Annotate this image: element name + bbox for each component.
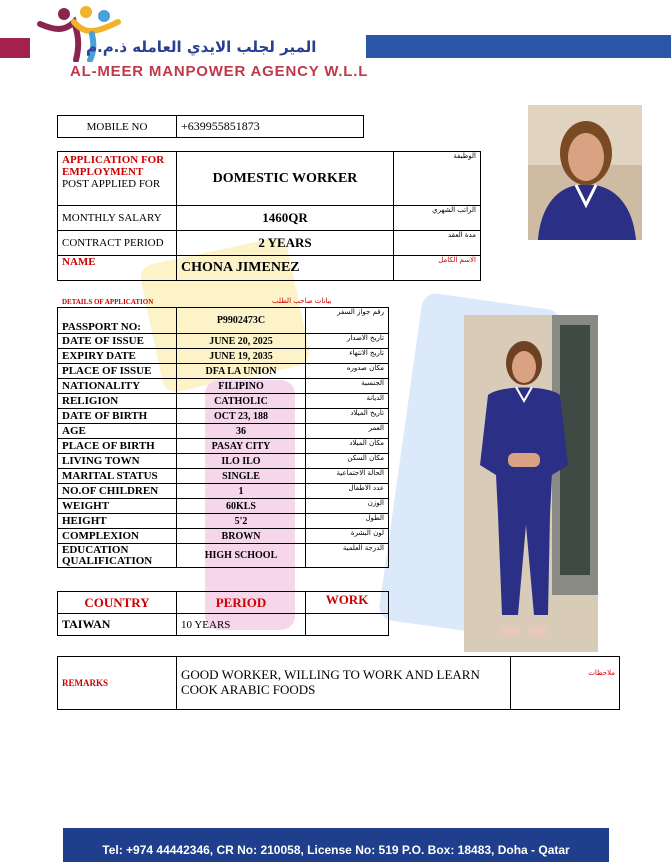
detail-row: [58, 424, 389, 439]
detail-arabic: عدد الاطفال: [306, 484, 389, 499]
detail-value: SINGLE: [177, 469, 306, 484]
application-title: APPLICATION FOR EMPLOYMENT: [62, 154, 165, 178]
experience-period: 10 YEARS: [177, 614, 306, 636]
detail-value: CATHOLIC: [177, 394, 306, 409]
detail-row: [58, 484, 389, 499]
detail-label: NATIONALITY: [58, 379, 177, 394]
detail-arabic: رقم جواز السفر: [306, 308, 389, 334]
detail-label: AGE: [58, 424, 177, 439]
detail-row: [58, 394, 389, 409]
experience-work: [306, 614, 389, 636]
contract-label: CONTRACT PERIOD: [58, 231, 177, 256]
detail-value: JUNE 20, 2025: [177, 334, 306, 349]
detail-row: [58, 349, 389, 364]
contract-value: 2 YEARS: [177, 231, 394, 256]
detail-arabic: العمر: [306, 424, 389, 439]
detail-value: P9902473C: [177, 308, 306, 334]
details-table: [57, 307, 389, 568]
detail-arabic: لون البشرة: [306, 529, 389, 544]
detail-row: [58, 308, 389, 334]
detail-arabic: الدرجة العلمية: [306, 544, 389, 568]
detail-label: DATE OF ISSUE: [58, 334, 177, 349]
detail-row: [58, 364, 389, 379]
detail-row: [58, 409, 389, 424]
detail-value: BROWN: [177, 529, 306, 544]
detail-label: HEIGHT: [58, 514, 177, 529]
detail-label: EDUCATION QUALIFICATION: [58, 544, 177, 568]
detail-label: DATE OF BIRTH: [58, 409, 177, 424]
detail-arabic: مكان السكن: [306, 454, 389, 469]
detail-value: PASAY CITY: [177, 439, 306, 454]
detail-arabic: تاريخ الانتهاء: [306, 349, 389, 364]
remarks-table: [57, 656, 620, 710]
detail-label: MARITAL STATUS: [58, 469, 177, 484]
detail-row: [58, 334, 389, 349]
detail-row: [58, 529, 389, 544]
detail-label: PLACE OF ISSUE: [58, 364, 177, 379]
detail-row: [58, 469, 389, 484]
detail-row: [58, 499, 389, 514]
agency-name: AL-MEER MANPOWER AGENCY W.L.L: [70, 63, 369, 80]
detail-label: RELIGION: [58, 394, 177, 409]
detail-arabic: الديانة: [306, 394, 389, 409]
contract-arabic: مدة العقد: [394, 231, 481, 256]
detail-arabic: مكان الميلاد: [306, 439, 389, 454]
detail-value: 36: [177, 424, 306, 439]
portrait-photo: [528, 105, 642, 240]
detail-value: HIGH SCHOOL: [177, 544, 306, 568]
agency-arabic-name: المير لجلب الايدي العامله ذ.م.م: [86, 38, 317, 56]
detail-row: [58, 544, 389, 568]
header-band-right: [366, 35, 671, 58]
footer-contact: Tel: +974 44442346, CR No: 210058, License No: 519 P.O. Box: 18483, Doha - Qatar: [102, 843, 570, 857]
detail-row: [58, 439, 389, 454]
detail-value: JUNE 19, 2035: [177, 349, 306, 364]
application-title-cell: [58, 152, 177, 206]
details-header: DETAILS OF APPLICATION: [62, 298, 154, 306]
detail-arabic: الوزن: [306, 499, 389, 514]
application-table: [57, 151, 481, 281]
name-label: NAME: [58, 256, 177, 281]
period-header: PERIOD: [177, 592, 306, 614]
detail-row: [58, 454, 389, 469]
salary-label: MONTHLY SALARY: [58, 206, 177, 231]
detail-label: COMPLEXION: [58, 529, 177, 544]
post-arabic: الوظيفة: [394, 152, 481, 206]
mobile-value: +639955851873: [177, 116, 364, 138]
salary-arabic: الراتب الشهري: [394, 206, 481, 231]
country-header: COUNTRY: [58, 592, 177, 614]
detail-label: PLACE OF BIRTH: [58, 439, 177, 454]
mobile-label: MOBILE NO: [58, 116, 177, 138]
detail-row: [58, 379, 389, 394]
detail-arabic: تاريخ الاصدار: [306, 334, 389, 349]
experience-table: [57, 591, 389, 636]
detail-value: OCT 23, 188: [177, 409, 306, 424]
detail-value: ILO ILO: [177, 454, 306, 469]
experience-country: TAIWAN: [58, 614, 177, 636]
remarks-text: GOOD WORKER, WILLING TO WORK AND LEARN COOK ARABIC FOODS: [177, 657, 511, 710]
detail-arabic: الجنسية: [306, 379, 389, 394]
detail-row: [58, 514, 389, 529]
detail-label: PASSPORT NO:: [58, 308, 177, 334]
detail-arabic: تاريخ الميلاد: [306, 409, 389, 424]
remarks-arabic: ملاحظات: [511, 657, 620, 710]
post-applied-label: POST APPLIED FOR: [62, 178, 161, 190]
detail-value: 1: [177, 484, 306, 499]
work-header: WORK: [306, 592, 389, 614]
detail-value: DFA LA UNION: [177, 364, 306, 379]
full-body-photo: [464, 315, 598, 652]
detail-arabic: الحالة الاجتماعية: [306, 469, 389, 484]
name-arabic: الاسم الكامل: [394, 256, 481, 281]
detail-value: 5'2: [177, 514, 306, 529]
header-band-left: [0, 38, 30, 58]
detail-label: EXPIRY DATE: [58, 349, 177, 364]
detail-arabic: الطول: [306, 514, 389, 529]
remarks-label: REMARKS: [58, 657, 177, 710]
salary-value: 1460QR: [177, 206, 394, 231]
detail-value: 60KLS: [177, 499, 306, 514]
detail-label: NO.OF CHILDREN: [58, 484, 177, 499]
detail-arabic: مكان صدوره: [306, 364, 389, 379]
post-applied-value: DOMESTIC WORKER: [177, 152, 394, 206]
detail-value: FILIPINO: [177, 379, 306, 394]
mobile-table: [57, 115, 364, 138]
details-header-arabic: بيانات صاحب الطلب: [272, 297, 332, 305]
name-value: CHONA JIMENEZ: [177, 256, 394, 281]
detail-label: LIVING TOWN: [58, 454, 177, 469]
detail-label: WEIGHT: [58, 499, 177, 514]
